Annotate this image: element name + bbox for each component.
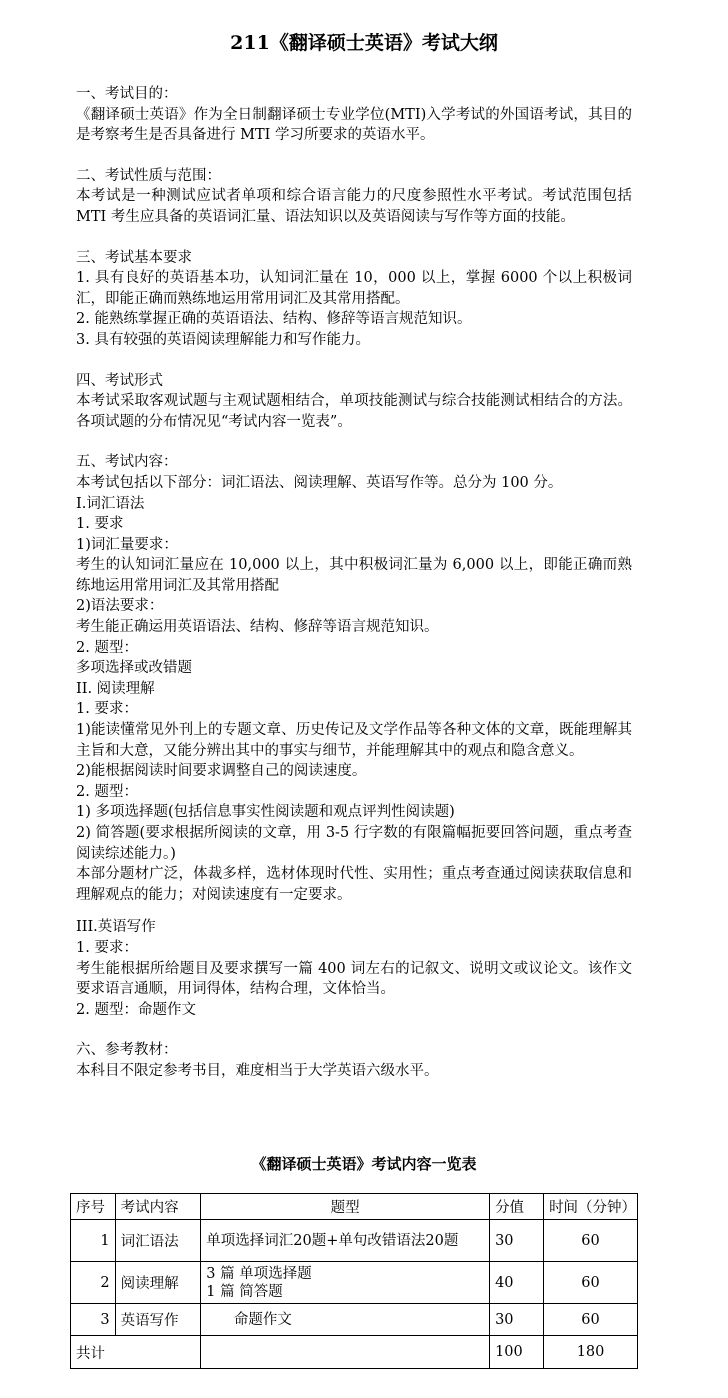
section-text: 本部分题材广泛，体裁多样，选材体现时代性、实用性；重点考查通过阅读获取信息和理解观点的能力；对阅读速度有一定要求。 <box>76 866 632 903</box>
row-type-line: 3 篇 单项选择题 <box>206 1265 312 1282</box>
section-text: 1. 要求： <box>76 701 138 718</box>
section-text: 《翻译硕士英语》作为全日制翻译硕士专业学位(MTI)入学考试的外国语考试，其目的是考察考生是否具备进行 MTI 学习所要求的英语水平。 <box>76 106 632 144</box>
document-title: 211《翻译硕士英语》考试大纲 <box>230 32 498 54</box>
header-cell-type: 题型 <box>201 1194 490 1220</box>
row-type-line: 1 篇 简答题 <box>206 1283 283 1300</box>
row-type <box>201 1304 490 1336</box>
row-type-line: 单项选择词汇20题+单句改错语法20题 <box>206 1232 459 1249</box>
row-time: 60 <box>544 1262 638 1304</box>
section-text: 考生的认知词汇量应在 10,000 以上，其中积极词汇量为 6,000 以上，即能正确而熟练地运用常用词汇及其常用搭配 <box>76 557 632 594</box>
total-score: 100 <box>490 1336 544 1369</box>
row-type <box>201 1220 490 1262</box>
section-text: 2)语法要求： <box>76 598 164 615</box>
table-title: 《翻译硕士英语》考试内容一览表 <box>251 1155 477 1173</box>
row-type <box>201 1262 490 1304</box>
section-text: 考生能正确运用英语语法、结构、修辞等语言规范知识。 <box>76 619 439 636</box>
table-row <box>71 1220 638 1262</box>
section-text: 1)词汇量要求： <box>76 536 178 553</box>
section-text: 2. 能熟练掌握正确的英语语法、结构、修辞等语言规范知识。 <box>76 311 472 328</box>
section-text: 考生能根据所给题目及要求撰写一篇 400 词左右的记叙文、说明文或议论文。该作文要求语言通顺，用词得体，结构合理，文体恰当。 <box>76 960 632 998</box>
section-heading: 二、考试性质与范围： <box>76 167 221 184</box>
section-text: 1) 多项选择题(包括信息事实性阅读题和观点评判性阅读题) <box>76 804 455 821</box>
table-row <box>71 1262 638 1304</box>
row-content: 英语写作 <box>115 1304 201 1336</box>
table-header-row <box>71 1194 638 1220</box>
section-heading: 五、考试内容： <box>76 454 178 471</box>
section-heading: 三、考试基本要求 <box>76 249 192 266</box>
row-number: 1 <box>71 1220 116 1262</box>
exam-content-table <box>70 1193 638 1369</box>
row-number: 3 <box>71 1304 116 1336</box>
header-cell-score: 分值 <box>490 1194 544 1220</box>
section-text: 1. 要求： <box>76 939 138 956</box>
section-text: 2. 题型： <box>76 639 138 656</box>
row-time: 60 <box>544 1220 638 1262</box>
section-heading: 六、参考教材： <box>76 1042 178 1059</box>
section-text: 本考试包括以下部分：词汇语法、阅读理解、英语写作等。总分为 100 分。 <box>76 474 563 491</box>
total-type-empty <box>201 1336 490 1369</box>
section-text: 1)能读懂常见外刊上的专题文章、历史传记及文学作品等各种文体的文章，既能理解其主旨和大意，又能分辨出其中的事实与细节，并能理解其中的观点和隐含意义。 <box>76 722 632 759</box>
subsection-heading: III.英语写作 <box>76 919 156 936</box>
section-text: 2. 题型：命题作文 <box>76 1001 196 1018</box>
section-heading: 四、考试形式 <box>76 372 163 389</box>
document-body <box>76 84 632 1082</box>
section-text: 1. 具有良好的英语基本功，认知词汇量在 10，000 以上，掌握 6000 个以上积极词汇，即能正确而熟练地运用常用词汇及其常用搭配。 <box>76 270 632 307</box>
row-number: 2 <box>71 1262 116 1304</box>
header-cell-no: 序号 <box>71 1194 116 1220</box>
total-label: 共计 <box>71 1336 201 1369</box>
table-total-row <box>71 1336 638 1369</box>
header-cell-content: 考试内容 <box>115 1194 201 1220</box>
section-text: 本科目不限定参考书目，难度相当于大学英语六级水平。 <box>76 1062 439 1079</box>
section-text: 2)能根据阅读时间要求调整自己的阅读速度。 <box>76 763 367 780</box>
row-content: 词汇语法 <box>115 1220 201 1262</box>
row-content: 阅读理解 <box>115 1262 201 1304</box>
table-row <box>71 1304 638 1336</box>
subsection-heading: II. 阅读理解 <box>76 680 155 697</box>
section-heading: 一、考试目的： <box>76 86 178 102</box>
section-text: 2) 简答题(要求根据所阅读的文章，用 3-5 行字数的有限篇幅扼要回答问题，重点考查阅读综述能力。) <box>76 825 632 862</box>
section-text: 本考试采取客观试题与主观试题相结合，单项技能测试与综合技能测试相结合的方法。各项试题的分布情况见“考试内容一览表”。 <box>76 393 632 430</box>
row-score: 30 <box>490 1304 544 1336</box>
row-time: 60 <box>544 1304 638 1336</box>
row-score: 30 <box>490 1220 544 1262</box>
section-text: 多项选择或改错题 <box>76 660 192 677</box>
section-text: 3. 具有较强的英语阅读理解能力和写作能力。 <box>76 331 370 348</box>
row-type-line: 命题作文 <box>206 1311 292 1328</box>
section-text: 1. 要求 <box>76 516 124 533</box>
subsection-heading: I.词汇语法 <box>76 495 145 512</box>
row-score: 40 <box>490 1262 544 1304</box>
section-text: 2. 题型： <box>76 783 138 800</box>
section-text: 本考试是一种测试应试者单项和综合语言能力的尺度参照性水平考试。考试范围包括 MTI 考生应具备的英语词汇量、语法知识以及英语阅读与写作等方面的技能。 <box>76 188 632 225</box>
total-time: 180 <box>544 1336 638 1369</box>
header-cell-time: 时间（分钟） <box>544 1194 638 1220</box>
